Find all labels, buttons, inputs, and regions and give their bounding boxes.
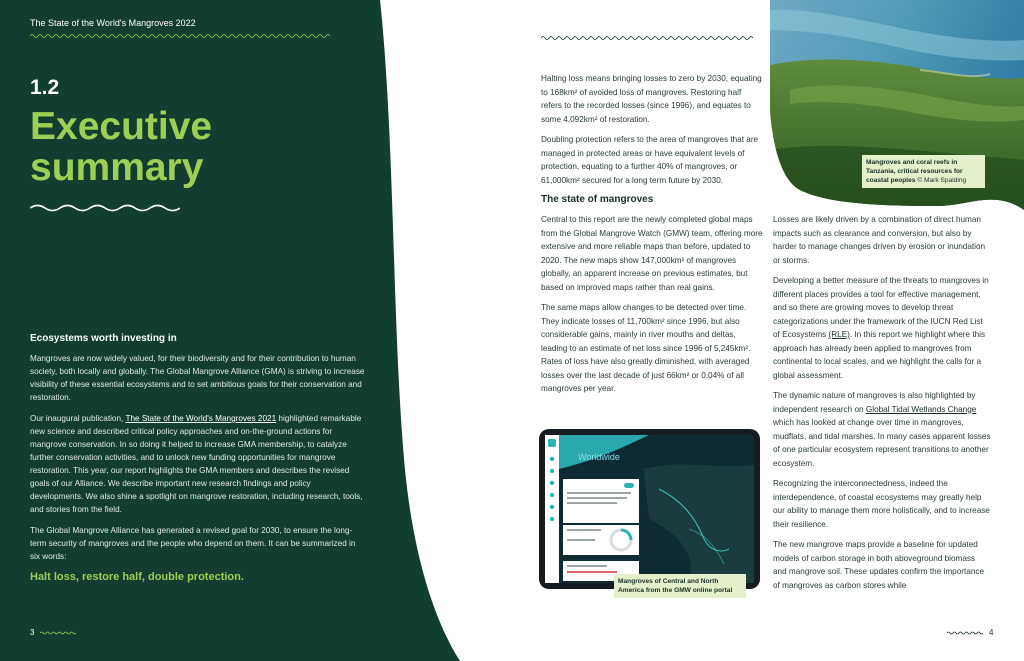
body-paragraph: Doubling protection refers to the area of mangroves that are managed in protected areas or have equivalent levels of protection, equating to a further 40% of mangroves, or 61,000km² secured for a long term future by 2030. [541,135,759,185]
photo-credit: © Mark Spalding [917,177,967,184]
report-2021-link[interactable]: The State of the World's Mangroves 2021 [125,414,277,423]
six-word-goal: Halt loss, restore half, double protection. [30,571,244,583]
section-number: 1.2 [30,76,60,99]
body-paragraph [773,274,991,382]
body-paragraph: Central to this report are the newly completed global maps from the Global Mangrove Watch (GMW) team, offering more extensive and more reliable maps than before, updated to 2020. The new maps show 147,000km² of mangroves globally, an apparent increase on previous estimates, but based on improved maps rather than real gains. [541,215,763,292]
body-paragraph [30,412,365,516]
page-title [30,106,212,188]
section-subheading: Ecosystems worth investing in [30,333,177,344]
tablet-caption: Mangroves of Central and North America from the GMW online portal [614,574,746,598]
page-number-left: 3 [30,628,35,637]
rle-link[interactable]: (RLE) [828,330,850,339]
title-wave-divider [30,203,180,213]
tidal-wetlands-link[interactable]: Global Tidal Wetlands Change [865,404,977,414]
text-run: which has looked at change over time in mangroves, mudflats, and tidal marshes. In many cases apparent losses of one particular ecosystem represent transitions to another ecosystem. [773,418,991,468]
body-paragraph: Losses are likely driven by a combination of direct human impacts such as clearance and conversion, but also by harder to manage changes driven by erosion or inundation or storms. [773,215,986,265]
body-paragraph: Halting loss means bringing losses to zero by 2030, equating to 168km² of avoided loss of mangroves. Restoring half refers to the recorded losses (since 1996), and equates to some 4,092km² of restoration. [541,74,762,124]
section-heading: The state of mangroves [541,194,654,205]
body-paragraph: Recognizing the interconnectedness, indeed the interdependence, of coastal ecosystems may greatly help our ability to manage them more holistically, and to increase their resilience. [773,479,990,529]
body-paragraph: The new mangrove maps provide a baseline for updated models of carbon storage in both aboveground biomass and mangrove soil. These updates confirm the importance of mangroves as carbon stores while [773,540,985,590]
text-run: highlighted remarkable new science and described critical policy approaches and on-the-ground actions for mangrove conservation. In so doing it helped to increase GMA membership, to catalyze further conservation activities, and to unlock new funding opportunities for mangrove restoration. This year, our report highlights the GMA members and describes the revised goals of our Alliance. We describe important new research findings and policy developments. We also shine a spotlight on mangrove restoration, including research, tools, and stories from the field. [30,414,363,514]
title-line: summary [30,146,204,189]
body-paragraph: Mangroves are now widely valued, for their biodiversity and for their contribution to human society, both locally and globally. The Global Mangrove Alliance (GMA) is striving to increase visibility of these essential ecosystems and to set ambitious goals for their conservation and restoration. [30,354,365,402]
portal-region-label: Worldwide [578,452,620,462]
header-wave-divider-left [30,33,330,39]
caption-text: Mangroves and coral reefs in Tanzania, critical resources for coastal peoples [866,159,963,184]
left-page-body [30,333,365,583]
footer-wave-left [40,631,76,635]
text-column-2 [773,213,991,599]
intro-column [541,72,763,194]
running-title: The State of the World's Mangroves 2022 [30,18,196,28]
title-line: Executive [30,105,213,148]
text-run: Developing a better measure of the threats to mangroves in different places provides a tool for effective management, and so there are growing moves to develop threat categorizations under the framework of the IUCN Red List of Ecosystems [773,276,989,339]
page-number-right: 4 [989,628,994,637]
gmw-portal-tablet [539,429,760,589]
photo-caption [862,155,985,188]
text-column-1 [541,213,763,403]
text-run: . In this report we highlight where this approach has already been applied to mangroves from continental to local scales, and we highlight the calls for a global assessment. [773,330,986,380]
footer-wave-right [947,631,983,635]
body-paragraph: The Global Mangrove Alliance has generated a revised goal for 2030, to ensure the long-term security of mangroves and the people who depend on them. It can be summarized in six words: [30,526,356,561]
body-paragraph: The same maps allow changes to be detected over time. They indicate losses of 11,700km² since 1996, but also considerable gains, mainly in river mouths and deltas, leading to an estimate of net loss since 1996 of 5,245km². Rates of loss have also greatly diminished, with averaged losses over the last decade of just 66km² or 0.04% of all mangroves per year. [541,303,751,393]
text-run: Our inaugural publication, [30,414,126,423]
header-wave-divider-right [541,35,755,41]
text-run: The dynamic nature of mangroves is also highlighted by independent research on [773,391,976,414]
body-paragraph [773,389,991,470]
